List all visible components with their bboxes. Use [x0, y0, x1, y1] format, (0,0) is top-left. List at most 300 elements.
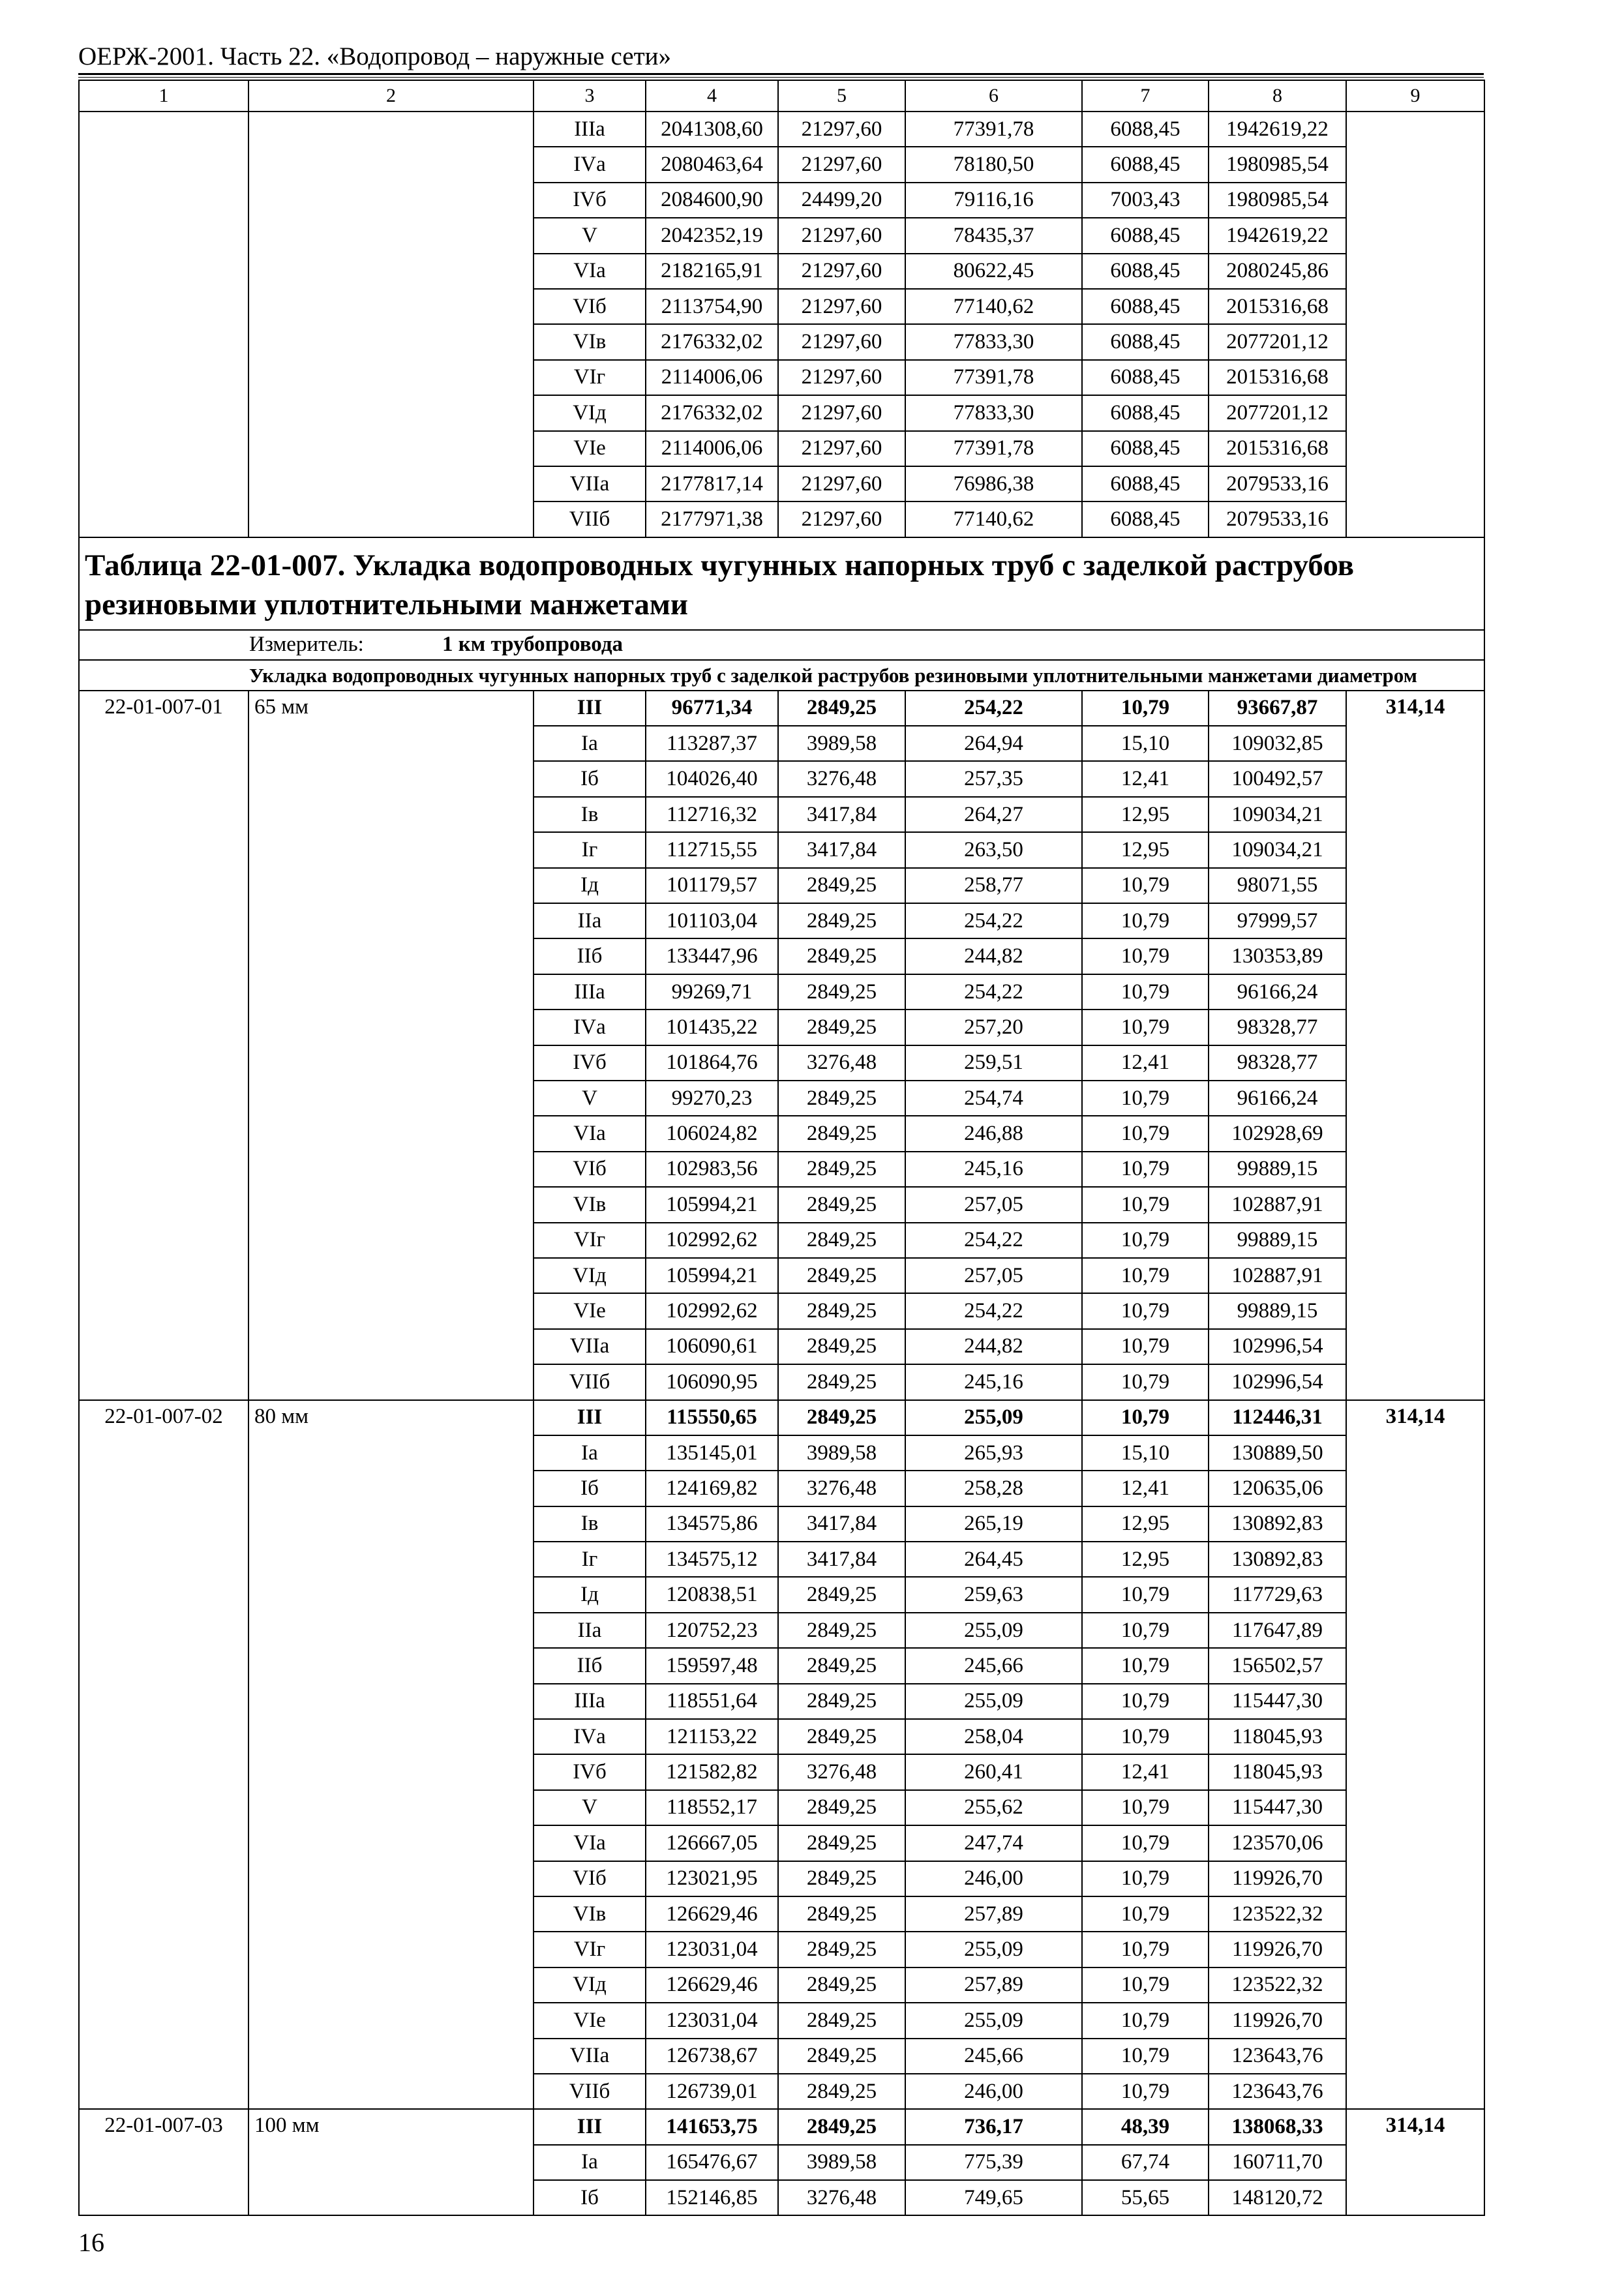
- table-cell: IIб: [534, 1648, 646, 1683]
- table-cell: Iб: [534, 2180, 646, 2215]
- empty-code-cell: [79, 112, 248, 537]
- table-cell: Iг: [534, 1542, 646, 1577]
- table-cell: 2849,25: [778, 1187, 905, 1222]
- table-cell: 2849,25: [778, 1116, 905, 1151]
- table-cell: 2849,25: [778, 2074, 905, 2109]
- table-cell: VIа: [534, 254, 646, 289]
- table-cell: 2849,25: [778, 1329, 905, 1364]
- table-cell: 126739,01: [646, 2074, 778, 2109]
- table-cell: 67,74: [1082, 2145, 1209, 2180]
- table-cell: 12,95: [1082, 797, 1209, 832]
- table-cell: 96166,24: [1209, 1081, 1346, 1116]
- table-cell: VIб: [534, 1861, 646, 1896]
- table-cell: 96771,34: [646, 691, 778, 726]
- table-cell: 244,82: [905, 938, 1082, 974]
- table-cell: 123643,76: [1209, 2074, 1346, 2109]
- table-cell: 134575,12: [646, 1542, 778, 1577]
- table-cell: 10,79: [1082, 2039, 1209, 2074]
- table-cell: 21297,60: [778, 289, 905, 324]
- table-cell: 130892,83: [1209, 1506, 1346, 1542]
- table-cell: 2077201,12: [1209, 324, 1346, 359]
- column-number: 7: [1082, 80, 1209, 112]
- table-cell: Iа: [534, 726, 646, 761]
- table-cell: VIв: [534, 324, 646, 359]
- table-title-row: [79, 537, 1484, 630]
- table-cell: VIIб: [534, 501, 646, 537]
- table-cell: 10,79: [1082, 1967, 1209, 2003]
- table-cell: VIг: [534, 1932, 646, 1967]
- table-cell: 12,95: [1082, 1542, 1209, 1577]
- table-cell: 124169,82: [646, 1471, 778, 1506]
- table-cell: 133447,96: [646, 938, 778, 974]
- table-cell: IIа: [534, 903, 646, 938]
- table-cell: 10,79: [1082, 1719, 1209, 1754]
- page-header: ОЕРЖ-2001. Часть 22. «Водопровод – наружные сети»: [78, 42, 671, 70]
- table-cell: 2079533,16: [1209, 501, 1346, 537]
- table-cell: 245,16: [905, 1364, 1082, 1399]
- table-cell: 102996,54: [1209, 1364, 1346, 1399]
- table-cell: 6088,45: [1082, 289, 1209, 324]
- table-cell: 2849,25: [778, 1081, 905, 1116]
- table-cell: 2849,25: [778, 1896, 905, 1932]
- table-cell: 77140,62: [905, 289, 1082, 324]
- table-cell: 148120,72: [1209, 2180, 1346, 2215]
- table-cell: 10,79: [1082, 1932, 1209, 1967]
- table-cell: 160711,70: [1209, 2145, 1346, 2180]
- table-cell: 120752,23: [646, 1613, 778, 1648]
- table-cell: 3276,48: [778, 1045, 905, 1081]
- table-cell: VIб: [534, 289, 646, 324]
- table-cell: VIе: [534, 431, 646, 466]
- table-cell: 78435,37: [905, 218, 1082, 253]
- table-cell: 255,62: [905, 1790, 1082, 1825]
- measurer-value: 1 км трубопровода: [442, 633, 624, 657]
- table-cell: 2849,25: [778, 1613, 905, 1648]
- table-cell: 12,41: [1082, 1471, 1209, 1506]
- table-cell: 10,79: [1082, 1329, 1209, 1364]
- table-cell: 24499,20: [778, 183, 905, 218]
- table-cell: VIг: [534, 1223, 646, 1258]
- table-cell: Iв: [534, 797, 646, 832]
- table-cell: 2849,25: [778, 868, 905, 903]
- item-code: 22-01-007-02: [79, 1400, 248, 2110]
- table-cell: 10,79: [1082, 1613, 1209, 1648]
- table-cell: 2176332,02: [646, 324, 778, 359]
- table-cell: VIIа: [534, 466, 646, 501]
- table-cell: 2041308,60: [646, 112, 778, 147]
- table-cell: 246,00: [905, 1861, 1082, 1896]
- column-number: 4: [646, 80, 778, 112]
- table-cell: 77391,78: [905, 112, 1082, 147]
- table-cell: VIIб: [534, 2074, 646, 2109]
- item-col9: 314,14: [1346, 1400, 1484, 2110]
- table-cell: 1942619,22: [1209, 218, 1346, 253]
- table-cell: 10,79: [1082, 1293, 1209, 1328]
- table-cell: 112715,55: [646, 832, 778, 867]
- table-cell: IVа: [534, 1719, 646, 1754]
- table-cell: VIв: [534, 1187, 646, 1222]
- table-cell: 3417,84: [778, 1506, 905, 1542]
- table-cell: 55,65: [1082, 2180, 1209, 2215]
- table-cell: 6088,45: [1082, 466, 1209, 501]
- table-cell: 21297,60: [778, 466, 905, 501]
- table-cell: 257,89: [905, 1896, 1082, 1932]
- table-cell: 10,79: [1082, 1400, 1209, 1435]
- table-cell: 254,22: [905, 691, 1082, 726]
- table-cell: VIв: [534, 1896, 646, 1932]
- table-cell: 254,22: [905, 1293, 1082, 1328]
- table-cell: 2849,25: [778, 903, 905, 938]
- table-cell: 3989,58: [778, 2145, 905, 2180]
- table-cell: 6088,45: [1082, 218, 1209, 253]
- table-cell: 258,28: [905, 1471, 1082, 1506]
- table-cell: 264,45: [905, 1542, 1082, 1577]
- table-body: [79, 80, 1484, 2215]
- table-cell: 2015316,68: [1209, 360, 1346, 395]
- table-cell: 2113754,90: [646, 289, 778, 324]
- table-cell: 100492,57: [1209, 761, 1346, 796]
- table-cell: 119926,70: [1209, 1861, 1346, 1896]
- table-cell: 79116,16: [905, 183, 1082, 218]
- table-cell: 15,10: [1082, 726, 1209, 761]
- table-cell: 120838,51: [646, 1577, 778, 1612]
- table-cell: 102887,91: [1209, 1258, 1346, 1293]
- table-cell: 115447,30: [1209, 1790, 1346, 1825]
- table-cell: 258,04: [905, 1719, 1082, 1754]
- table-cell: 134575,86: [646, 1506, 778, 1542]
- table-cell: 120635,06: [1209, 1471, 1346, 1506]
- table-cell: 130353,89: [1209, 938, 1346, 974]
- table-cell: 98328,77: [1209, 1045, 1346, 1081]
- table-cell: 749,65: [905, 2180, 1082, 2215]
- table-cell: 102887,91: [1209, 1187, 1346, 1222]
- table-cell: 257,35: [905, 761, 1082, 796]
- table-cell: 99889,15: [1209, 1223, 1346, 1258]
- table-cell: 109032,85: [1209, 726, 1346, 761]
- table-cell: VIе: [534, 2003, 646, 2038]
- table-cell: 255,09: [905, 2003, 1082, 2038]
- table-cell: 245,66: [905, 2039, 1082, 2074]
- table-cell: 263,50: [905, 832, 1082, 867]
- table-cell: 138068,33: [1209, 2109, 1346, 2144]
- table-cell: 2849,25: [778, 1825, 905, 1861]
- table-cell: 113287,37: [646, 726, 778, 761]
- table-cell: 10,79: [1082, 2003, 1209, 2038]
- table-cell: 6088,45: [1082, 431, 1209, 466]
- table-cell: 2849,25: [778, 1152, 905, 1187]
- table-cell: IIIа: [534, 974, 646, 1010]
- item-diameter: 100 мм: [248, 2109, 534, 2215]
- table-cell: 97999,57: [1209, 903, 1346, 938]
- table-cell: 21297,60: [778, 501, 905, 537]
- table-cell: 126667,05: [646, 1825, 778, 1861]
- table-cell: 21297,60: [778, 431, 905, 466]
- table-cell: IVб: [534, 1045, 646, 1081]
- table-cell: 6088,45: [1082, 112, 1209, 147]
- table-cell: 102983,56: [646, 1152, 778, 1187]
- table-cell: 2077201,12: [1209, 395, 1346, 430]
- table-cell: 130892,83: [1209, 1542, 1346, 1577]
- table-cell: 77833,30: [905, 395, 1082, 430]
- table-cell: IIIа: [534, 112, 646, 147]
- item-col9: 314,14: [1346, 2109, 1484, 2215]
- table-cell: 259,51: [905, 1045, 1082, 1081]
- column-number: 2: [248, 80, 534, 112]
- table-cell: 2849,25: [778, 1967, 905, 2003]
- table-cell: 123021,95: [646, 1861, 778, 1896]
- table-cell: 10,79: [1082, 1152, 1209, 1187]
- table-cell: 2849,25: [778, 2039, 905, 2074]
- table-cell: 126629,46: [646, 1896, 778, 1932]
- table-cell: 105994,21: [646, 1187, 778, 1222]
- table-cell: 2084600,90: [646, 183, 778, 218]
- table-cell: 21297,60: [778, 147, 905, 182]
- table-cell: 99270,23: [646, 1081, 778, 1116]
- table-cell: 3417,84: [778, 832, 905, 867]
- table-cell: 6088,45: [1082, 501, 1209, 537]
- table-cell: 255,09: [905, 1613, 1082, 1648]
- table-cell: VIа: [534, 1116, 646, 1151]
- table-cell: 77833,30: [905, 324, 1082, 359]
- table-cell: 21297,60: [778, 254, 905, 289]
- table-cell: 6088,45: [1082, 147, 1209, 182]
- price-table: [78, 80, 1485, 2216]
- column-number: 8: [1209, 80, 1346, 112]
- table-cell: V: [534, 218, 646, 253]
- table-cell: 2849,25: [778, 974, 905, 1010]
- table-cell: 264,27: [905, 797, 1082, 832]
- table-cell: 119926,70: [1209, 1932, 1346, 1967]
- table-cell: 123522,32: [1209, 1967, 1346, 2003]
- table-cell: 247,74: [905, 1825, 1082, 1861]
- table-row: [79, 1400, 1484, 1435]
- table-cell: 21297,60: [778, 360, 905, 395]
- table-cell: 77140,62: [905, 501, 1082, 537]
- table-cell: 2182165,91: [646, 254, 778, 289]
- table-cell: Iа: [534, 1435, 646, 1471]
- table-cell: 2849,25: [778, 1790, 905, 1825]
- table-cell: VIа: [534, 1825, 646, 1861]
- table-cell: VIд: [534, 395, 646, 430]
- table-cell: IVб: [534, 1754, 646, 1789]
- table-cell: 2114006,06: [646, 431, 778, 466]
- column-numbers-row: [79, 80, 1484, 112]
- table-cell: 254,74: [905, 1081, 1082, 1116]
- table-cell: Iа: [534, 2145, 646, 2180]
- table-cell: 265,93: [905, 1435, 1082, 1471]
- table-cell: 2849,25: [778, 1648, 905, 1683]
- table-cell: 12,41: [1082, 761, 1209, 796]
- table-cell: 2849,25: [778, 1400, 905, 1435]
- table-cell: 775,39: [905, 2145, 1082, 2180]
- table-cell: Iг: [534, 832, 646, 867]
- table-cell: 10,79: [1082, 1116, 1209, 1151]
- table-cell: 102992,62: [646, 1293, 778, 1328]
- table-cell: 118552,17: [646, 1790, 778, 1825]
- table-cell: 118045,93: [1209, 1754, 1346, 1789]
- table-cell: 98328,77: [1209, 1010, 1346, 1045]
- header-rule-thin: [78, 77, 1484, 78]
- table-cell: 101179,57: [646, 868, 778, 903]
- empty-name-cell: [248, 112, 534, 537]
- table-cell: 2849,25: [778, 1364, 905, 1399]
- table-cell: 106024,82: [646, 1116, 778, 1151]
- table-cell: 6088,45: [1082, 395, 1209, 430]
- page-number: 16: [78, 2228, 104, 2257]
- table-cell: 98071,55: [1209, 868, 1346, 903]
- table-cell: 2176332,02: [646, 395, 778, 430]
- table-cell: 99889,15: [1209, 1293, 1346, 1328]
- table-cell: Iв: [534, 1506, 646, 1542]
- table-cell: 10,79: [1082, 974, 1209, 1010]
- table-cell: 10,79: [1082, 1364, 1209, 1399]
- table-cell: 112446,31: [1209, 1400, 1346, 1435]
- table-cell: VIIб: [534, 1364, 646, 1399]
- table-cell: 254,22: [905, 974, 1082, 1010]
- table-cell: 101864,76: [646, 1045, 778, 1081]
- table-cell: VIг: [534, 360, 646, 395]
- table-cell: 135145,01: [646, 1435, 778, 1471]
- table-cell: 10,79: [1082, 1790, 1209, 1825]
- table-cell: 3276,48: [778, 2180, 905, 2215]
- table-cell: 10,79: [1082, 1081, 1209, 1116]
- table-cell: 6088,45: [1082, 324, 1209, 359]
- table-cell: 2042352,19: [646, 218, 778, 253]
- table-cell: 264,94: [905, 726, 1082, 761]
- table-cell: 123522,32: [1209, 1896, 1346, 1932]
- table-cell: IIа: [534, 1613, 646, 1648]
- table-cell: 2849,25: [778, 1223, 905, 1258]
- table-cell: 101103,04: [646, 903, 778, 938]
- table-cell: 10,79: [1082, 1187, 1209, 1222]
- work-description: Укладка водопроводных чугунных напорных труб с заделкой раструбов резиновыми уплотнительными манжетами диаметром: [79, 660, 1484, 691]
- table-cell: 244,82: [905, 1329, 1082, 1364]
- table-cell: Iб: [534, 1471, 646, 1506]
- table-cell: 257,05: [905, 1258, 1082, 1293]
- table-cell: 12,41: [1082, 1045, 1209, 1081]
- table-cell: 2849,25: [778, 1010, 905, 1045]
- table-cell: 21297,60: [778, 395, 905, 430]
- table-cell: 257,05: [905, 1187, 1082, 1222]
- table-cell: 141653,75: [646, 2109, 778, 2144]
- table-row: [79, 691, 1484, 726]
- table-cell: III: [534, 1400, 646, 1435]
- table-cell: 115447,30: [1209, 1684, 1346, 1719]
- table-cell: 123031,04: [646, 1932, 778, 1967]
- table-cell: 105994,21: [646, 1258, 778, 1293]
- table-cell: 130889,50: [1209, 1435, 1346, 1471]
- table-cell: 10,79: [1082, 1896, 1209, 1932]
- table-cell: 48,39: [1082, 2109, 1209, 2144]
- column-number: 9: [1346, 80, 1484, 112]
- table-cell: 99889,15: [1209, 1152, 1346, 1187]
- table-cell: 258,77: [905, 868, 1082, 903]
- table-cell: 246,00: [905, 2074, 1082, 2109]
- table-cell: 104026,40: [646, 761, 778, 796]
- table-cell: 112716,32: [646, 797, 778, 832]
- table-row: [79, 112, 1484, 147]
- table-cell: 1980985,54: [1209, 183, 1346, 218]
- table-cell: 78180,50: [905, 147, 1082, 182]
- table-cell: 6088,45: [1082, 360, 1209, 395]
- table-cell: 159597,48: [646, 1648, 778, 1683]
- table-cell: 126738,67: [646, 2039, 778, 2074]
- table-cell: 2015316,68: [1209, 431, 1346, 466]
- measurer-label: Измеритель:: [249, 633, 364, 657]
- table-cell: 3989,58: [778, 726, 905, 761]
- table-cell: 255,09: [905, 1684, 1082, 1719]
- table-cell: 2849,25: [778, 691, 905, 726]
- table-cell: 10,79: [1082, 691, 1209, 726]
- table-cell: 2849,25: [778, 2109, 905, 2144]
- table-cell: IIIа: [534, 1684, 646, 1719]
- table-cell: 2114006,06: [646, 360, 778, 395]
- table-cell: 10,79: [1082, 2074, 1209, 2109]
- table-cell: Iд: [534, 1577, 646, 1612]
- table-cell: 21297,60: [778, 218, 905, 253]
- table-cell: 15,10: [1082, 1435, 1209, 1471]
- table-cell: Iб: [534, 761, 646, 796]
- table-cell: 245,66: [905, 1648, 1082, 1683]
- table-cell: 255,09: [905, 1400, 1082, 1435]
- table-cell: 2849,25: [778, 2003, 905, 2038]
- empty-col9-cell: [1346, 112, 1484, 537]
- table-cell: 21297,60: [778, 324, 905, 359]
- table-cell: 3276,48: [778, 1471, 905, 1506]
- table-cell: IVа: [534, 1010, 646, 1045]
- item-diameter: 65 мм: [248, 691, 534, 1400]
- table-cell: VIIа: [534, 2039, 646, 2074]
- table-cell: 123031,04: [646, 2003, 778, 2038]
- table-cell: VIд: [534, 1967, 646, 2003]
- table-cell: 93667,87: [1209, 691, 1346, 726]
- table-cell: 10,79: [1082, 1861, 1209, 1896]
- table-cell: 109034,21: [1209, 832, 1346, 867]
- table-cell: 12,41: [1082, 1754, 1209, 1789]
- item-code: 22-01-007-03: [79, 2109, 248, 2215]
- table-cell: 102992,62: [646, 1223, 778, 1258]
- measurer-row: [79, 630, 1484, 660]
- table-cell: 2849,25: [778, 1932, 905, 1967]
- table-cell: 3417,84: [778, 797, 905, 832]
- table-cell: 10,79: [1082, 1825, 1209, 1861]
- table-cell: 1980985,54: [1209, 147, 1346, 182]
- table-cell: VIе: [534, 1293, 646, 1328]
- table-cell: 6088,45: [1082, 254, 1209, 289]
- table-cell: 117729,63: [1209, 1577, 1346, 1612]
- table-cell: VIд: [534, 1258, 646, 1293]
- measurer: [79, 630, 1484, 660]
- item-diameter: 80 мм: [248, 1400, 534, 2110]
- table-cell: 2849,25: [778, 1258, 905, 1293]
- table-cell: 265,19: [905, 1506, 1082, 1542]
- table-cell: 10,79: [1082, 1010, 1209, 1045]
- table-cell: 10,79: [1082, 1577, 1209, 1612]
- table-cell: 2177971,38: [646, 501, 778, 537]
- column-number: 3: [534, 80, 646, 112]
- table-cell: VIб: [534, 1152, 646, 1187]
- table-cell: 102996,54: [1209, 1329, 1346, 1364]
- table-cell: 126629,46: [646, 1967, 778, 2003]
- description-row: [79, 660, 1484, 691]
- table-title: Таблица 22-01-007. Укладка водопроводных чугунных напорных труб с заделкой раструбов резиновыми уплотнительными манжетами: [79, 537, 1484, 630]
- table-cell: 257,20: [905, 1010, 1082, 1045]
- table-cell: 96166,24: [1209, 974, 1346, 1010]
- table-cell: 121582,82: [646, 1754, 778, 1789]
- table-cell: 123570,06: [1209, 1825, 1346, 1861]
- table-cell: 255,09: [905, 1932, 1082, 1967]
- table-cell: 2177817,14: [646, 466, 778, 501]
